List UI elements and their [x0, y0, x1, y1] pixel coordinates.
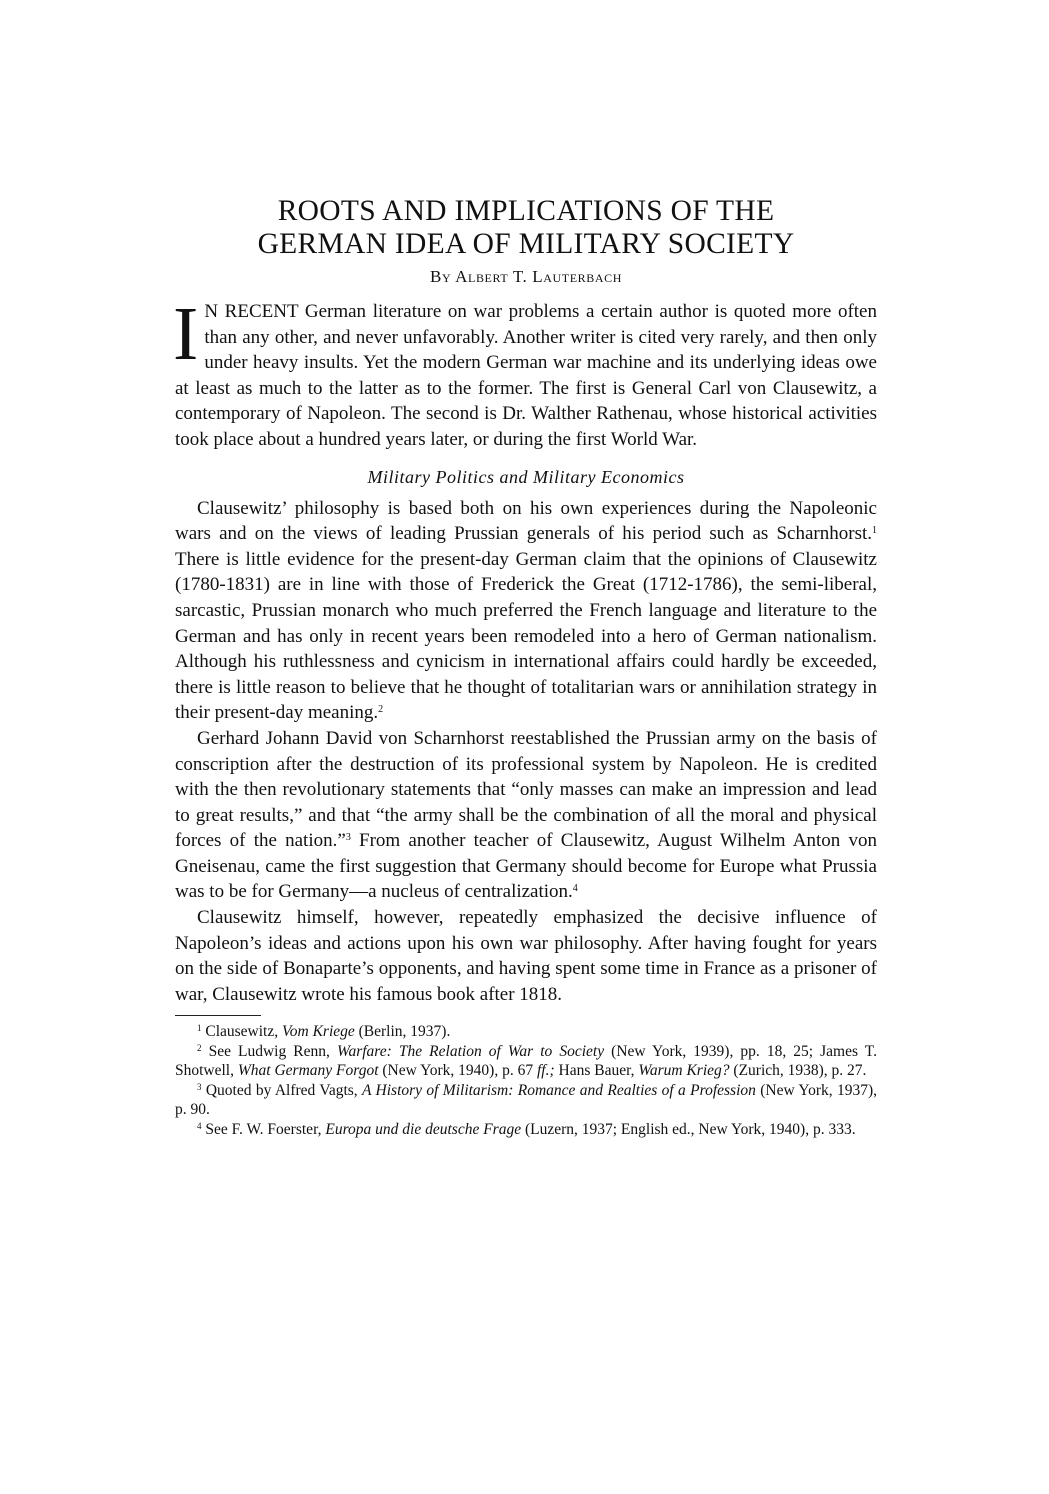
footnote-title: Europa und die deutsche Frage — [325, 1120, 522, 1138]
footnote-text: (Berlin, 1937). — [354, 1023, 451, 1041]
footnote-text: (New York, 1937), p. 90. — [175, 1081, 877, 1119]
footnote-title: A History of Militarism: Romance and Realties of a Profession — [362, 1081, 756, 1099]
paragraph-text: There is little evidence for the present-day German claim that the opinions of Clausewitz (1780-1831) are in line with those of Frederick the Great (1712-1786), the semi-liberal, sarcastic, Prussian monarch who much preferred the French language and literature to the German and has only in recent years been remodeled into a hero of German nationalism. Although his ruthlessness and cynicism in international affairs could hardly be exceeded, there is little reason to believe that he thought of totalitarian wars or annihilation strategy in their present-day meaning. — [175, 548, 877, 724]
footnote-text: (New York, 1939), pp. 18, 25; James T. Shotwell, — [175, 1042, 878, 1080]
footnote-number: 4 — [197, 1120, 202, 1131]
footnote-text: Hans Bauer, — [554, 1062, 639, 1080]
footnote-number: 3 — [197, 1081, 202, 1092]
drop-cap: I — [173, 292, 199, 376]
footnote-text: (New York, 1940), p. 67 — [378, 1062, 537, 1080]
paragraph-text: Clausewitz’ philosophy is based both on his own experiences during the Napoleonic wars and on the views of leading Prussian generals of his period such as Scharnhorst. — [175, 497, 877, 545]
paragraph-text: From another teacher of Clausewitz, August Wilhelm Anton von Gneisenau, came the first suggestion that Germany should become for Europe what Prussia was to be for Germany—a nucleus of centralization. — [175, 830, 877, 903]
footnote-abbrev: ff.; — [536, 1062, 555, 1080]
body-paragraph-3: Clausewitz himself, however, repeatedly emphasized the decisive influence of Napoleon’s ideas and actions upon his own war philosophy. After having fought for years on the side of Bonaparte’s opponents, and having spent some time in France as a prisoner of war, Clausewitz wrote his famous book after 1818. — [175, 907, 877, 1005]
footnote-title: Warum Krieg? — [638, 1062, 730, 1080]
footnote-ref-2: 2 — [378, 704, 384, 716]
article-title — [175, 195, 877, 261]
footnote-ref-4: 4 — [572, 883, 578, 895]
footnote-4 — [175, 1120, 877, 1140]
footnote-1 — [175, 1022, 877, 1042]
article-page — [175, 195, 877, 1139]
footnote-text: See Ludwig Renn, — [208, 1042, 337, 1060]
footnote-3 — [175, 1081, 877, 1120]
title-line-1: ROOTS AND IMPLICATIONS OF THE — [277, 195, 775, 227]
footnote-text: Quoted by Alfred Vagts, — [205, 1081, 363, 1099]
footnote-text: (Luzern, 1937; English ed., New York, 1940), p. 333. — [521, 1120, 856, 1138]
author-byline: By Albert T. Lauterbach — [430, 267, 622, 286]
intro-paragraph — [173, 292, 877, 453]
footnote-text: (Zurich, 1938), p. 27. — [729, 1062, 867, 1080]
footnote-ref-1: 1 — [872, 525, 877, 537]
section-heading: Military Politics and Military Economics — [367, 466, 685, 487]
footnote-2 — [175, 1042, 877, 1081]
footnote-text: See F. W. Foerster, — [205, 1120, 326, 1138]
body-paragraph-1 — [175, 496, 877, 726]
intro-text: N RECENT German literature on war problems a certain author is quoted more often than any other, and never unfavorably. Another writer is cited very rarely, and then only under heavy insults. Yet the modern German war machine and its underlying ideas owe at least as much to the latter as to the former. The first is General Carl von Clausewitz, a contemporary of Napoleon. The second is Dr. Walther Rathenau, whose historical activities took place about a hundred years later, or during the first World War. — [175, 301, 877, 450]
footnote-text: Clausewitz, — [205, 1023, 282, 1041]
footnote-title: Warfare: The Relation of War to Society — [336, 1042, 605, 1060]
paragraph-text: Gerhard Johann David von Scharnhorst reestablished the Prussian army on the basis of conscription after the destruction of its professional system by Napoleon. He is credited with the then revolutionary statements that “only masses can make an impression and lead to great results,” and that “the army shall be the combination of all the moral and physical forces of the nation.” — [175, 727, 877, 852]
footnote-ref-3: 3 — [345, 832, 351, 844]
footnote-number: 2 — [197, 1042, 202, 1053]
footnote-title: Vom Kriege — [282, 1023, 355, 1041]
title-line-2: GERMAN IDEA OF MILITARY SOCIETY — [257, 228, 795, 260]
footnote-title: What Germany Forgot — [237, 1062, 379, 1080]
body-paragraph-2 — [175, 726, 877, 905]
footnote-number: 1 — [197, 1023, 202, 1034]
footnote-divider — [175, 1015, 261, 1016]
